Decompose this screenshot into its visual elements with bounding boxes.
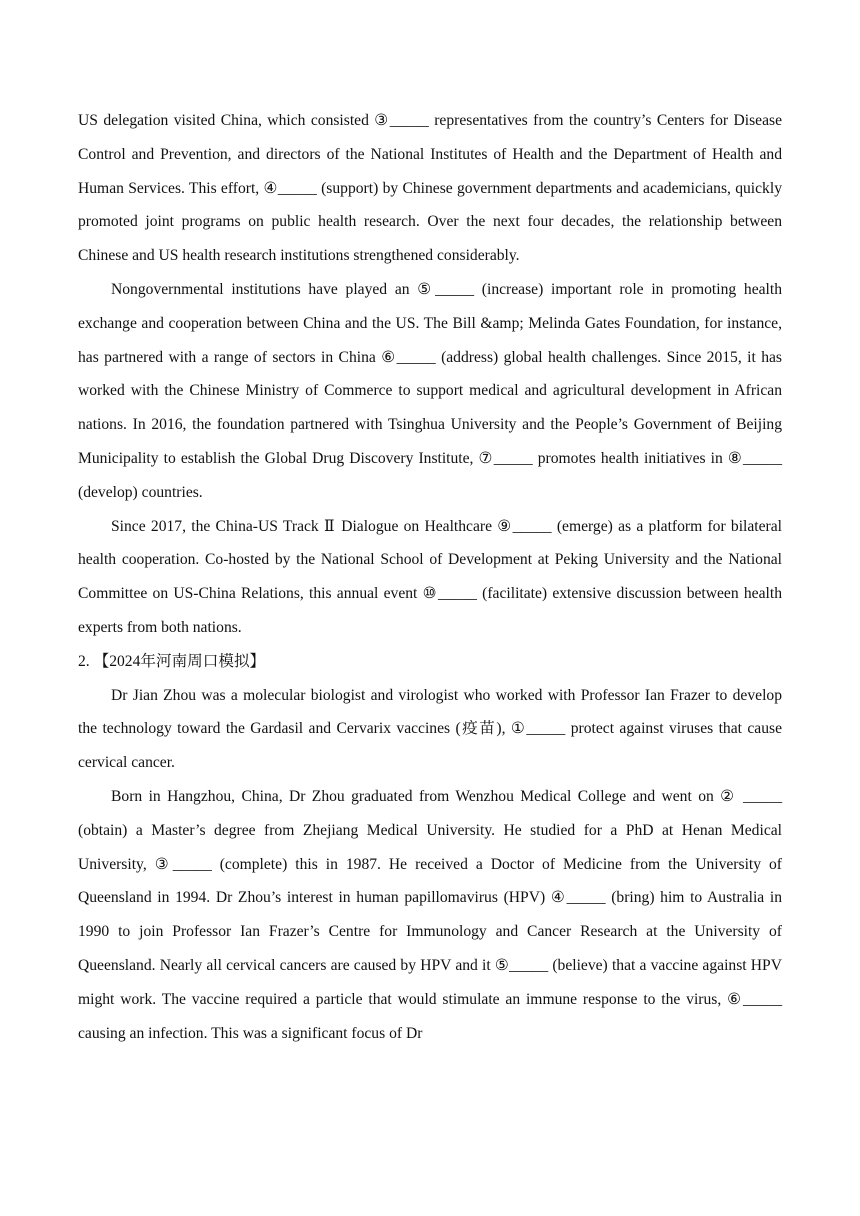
paragraph-jian-zhou-career: Born in Hangzhou, China, Dr Zhou graduated from Wenzhou Medical College and went on ② _____ (obtain) a Master’s degree from Zhejiang Medical University. He studied for a PhD at Henan Medical University, ③_____ (complete) this in 1987. He received a Doctor of Medicine from the University of Queensland in 1994. Dr Zhou’s interest in human papillomavirus (HPV) ④_____ (bring) him to Australia in 1990 to join Professor Ian Frazer’s Centre for Immunology and Cancer Research at the University of Queensland. Nearly all cervical cancers are caused by HPV and it ⑤_____ (believe) that a vaccine against HPV might work. The vaccine required a particle that would stimulate an immune response to the virus, ⑥_____ causing an infection. This was a significant focus of Dr [78,787,782,1042]
paragraph-delegation: US delegation visited China, which consisted ③_____ representatives from the country’s Centers for Disease Control and Prevention, and directors of the National Institutes of Health and the Department of Health and Human Services. This effort, ④_____ (support) by Chinese government departments and academicians, quickly promoted joint programs on public health research. Over the next four decades, the relationship between Chinese and US health research institutions strengthened considerably. [78,112,782,265]
paragraph-jian-zhou-intro: Dr Jian Zhou was a molecular biologist and virologist who worked with Professor Ian Frazer to develop the technology toward the Gardasil and Cervarix vaccines (疫苗), ①_____ protect against viruses that cause cervical cancer. [78,686,782,772]
paragraph-track-two-dialogue: Since 2017, the China-US Track Ⅱ Dialogue on Healthcare ⑨_____ (emerge) as a platform for bilateral health cooperation. Co-hosted by the National School of Development at Peking University and the National Committee on US-China Relations, this annual event ⑩_____ (facilitate) extensive discussion between health experts from both nations. [78,517,782,636]
paragraph-nongovernmental: Nongovernmental institutions have played an ⑤_____ (increase) important role in promoting health exchange and cooperation between China and the US. The Bill &amp; Melinda Gates Foundation, for instance, has partnered with a range of sectors in China ⑥_____ (address) global health challenges. Since 2015, it has worked with the Chinese Ministry of Commerce to support medical and agricultural development in African nations. In 2016, the foundation partnered with Tsinghua University and the People’s Government of Beijing Municipality to establish the Global Drug Discovery Institute, ⑦_____ promotes health initiatives in ⑧_____ (develop) countries. [78,280,782,501]
document-page [78,104,782,1050]
question-heading: 2. 【2024年河南周口模拟】 [78,652,266,670]
